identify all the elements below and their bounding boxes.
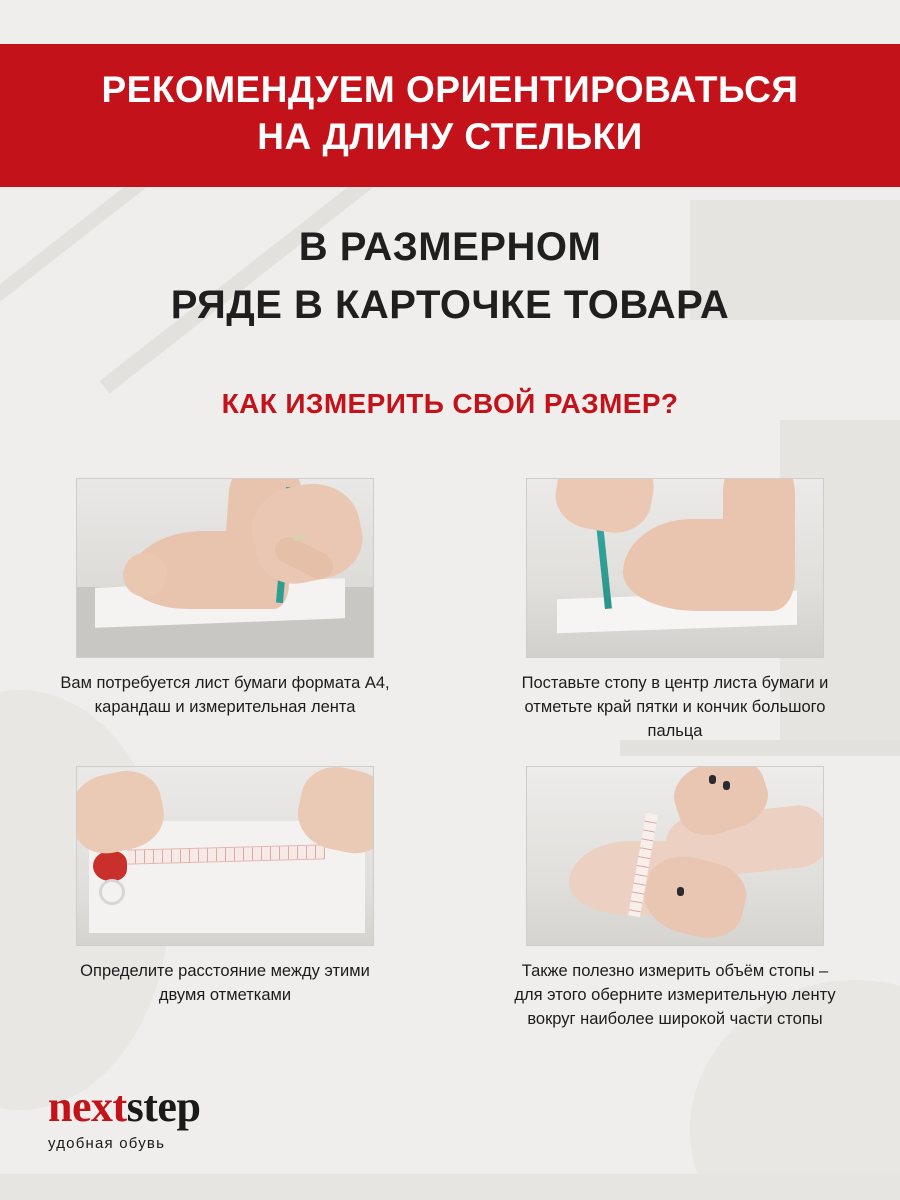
marking-heel-photo <box>526 478 824 658</box>
measuring-tape-on-paper-photo <box>76 766 374 946</box>
bg-block-bottom <box>0 1174 900 1200</box>
step-2 <box>450 478 900 744</box>
measuring-steps-grid <box>0 478 900 1032</box>
banner-line-2: НА ДЛИНУ СТЕЛЬКИ <box>257 116 643 158</box>
logo-step-text: step <box>126 1082 201 1131</box>
foot-with-pencil-photo <box>76 478 374 658</box>
subheading-how-to-measure: КАК ИЗМЕРИТЬ СВОЙ РАЗМЕР? <box>221 388 679 419</box>
logo-next-text: next <box>48 1082 127 1131</box>
step-1 <box>0 478 450 744</box>
step-3-caption: Определите расстояние между этими двумя отметками <box>80 961 370 1004</box>
logo-wordmark <box>48 1082 201 1131</box>
logo-tagline: удобная обувь <box>48 1135 166 1152</box>
recommendation-banner <box>0 44 900 187</box>
step-2-caption: Поставьте стопу в центр листа бумаги и отметьте край пятки и кончик большого пальца <box>521 674 829 740</box>
tape-around-foot-photo <box>526 766 824 946</box>
step-4-caption: Также полезно измерить объём стопы – для этого оберните измерительную ленту вокруг наиболее широкой части стопы <box>514 961 836 1028</box>
step-3 <box>0 766 450 1032</box>
step-1-caption: Вам потребуется лист бумаги формата А4, карандаш и измерительная лента <box>60 674 390 716</box>
headline-line-1: В РАЗМЕРНОМ <box>298 225 602 269</box>
banner-line-1: РЕКОМЕНДУЕМ ОРИЕНТИРОВАТЬСЯ <box>101 69 799 110</box>
step-4 <box>450 766 900 1032</box>
brand-logo <box>48 1082 201 1152</box>
headline-line-2: РЯДЕ В КАРТОЧКЕ ТОВАРА <box>170 283 730 327</box>
page-title <box>0 218 900 334</box>
